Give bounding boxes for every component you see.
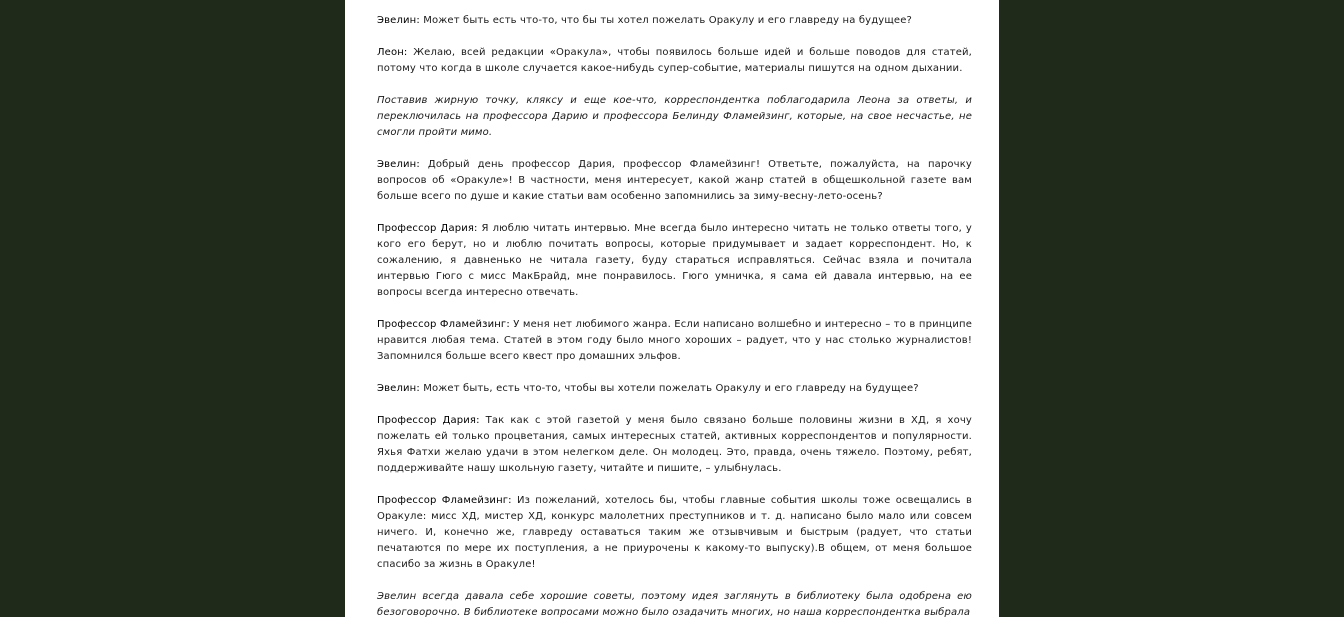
speaker-name: Эвелин: [377,159,420,170]
paragraph-text: Я люблю читать интервью. Мне всегда было интересно читать не только ответы того, у кого его берут, но и люблю почитать вопросы, которые придумывает и задает корреспондент. Но, к сожалению, я давненько не читала газету, буду стараться исправляться. Сейчас взяла и почитала интервью Гюго с мисс МакБрайд, мне понравилось. Гюго умничка, я сама ей давала интервью, на ее вопросы всегда интересно отвечать. [377,223,972,298]
speaker-name: Профессор Фламейзинг: [377,319,510,330]
speaker-name: Профессор Дария: [377,415,480,426]
paragraph-5 [377,221,972,301]
paragraph-text: Может быть есть что-то, что бы ты хотел пожелать Оракулу и его главреду на будущее? [419,15,912,26]
paragraph-10 [377,589,972,617]
paragraph-text: Из пожеланий, хотелось бы, чтобы главные события школы тоже освещались в Оракуле: мисс ХД, мистер ХД, конкурс малолетних преступников и т. д. написано было мало или совсем ничего. И, конечно же, главреду оставаться таким же отзывчивым и быстрым (радует, что статьи печатаются по мере их поступления, а не приурочены к какому-то выпуску).В общем, от меня большое спасибо за жизнь в Оракуле! [377,495,972,570]
paragraph-text: У меня нет любимого жанра. Если написано волшебно и интересно – то в принципе нравится любая тема. Статей в этом году было много хороших – радует, что у нас столько журналистов! Запомнился больше всего квест про домашних эльфов. [377,319,972,362]
paragraph-1 [377,13,972,29]
paragraph-text: Эвелин всегда давала себе хорошие советы, поэтому идея заглянуть в библиотеку была одобрена ею безоговорочно. В библиотеке вопросами можно было озадачить многих, но наша корреспондентка выбрала [377,591,972,617]
paragraph-text: Поставив жирную точку, кляксу и еще кое-что, корреспондентка поблагодарила Леона за ответы, и переключилась на профессора Дарию и профессора Белинду Фламейзинг, которые, на свое несчастье, не смогли пройти мимо. [377,95,972,138]
speaker-name: Профессор Дария: [377,223,478,234]
paragraph-2 [377,45,972,77]
paragraph-text: Добрый день профессор Дария, профессор Фламейзинг! Ответьте, пожалуйста, на парочку вопросов об «Оракуле»! В частности, меня интересует, какой жанр статей в общешкольной газете вам больше всего по душе и какие статьи вам особенно запомнились за зиму-весну-лето-осень? [377,159,972,202]
paragraph-text: Так как с этой газетой у меня было связано больше половины жизни в ХД, я хочу пожелать ей только процветания, самых интересных статей, активных корреспондентов и популярности. Яхья Фатхи желаю удачи в этом нелегком деле. Он молодец. Это, правда, очень тяжело. Поэтому, ребят, поддерживайте нашу школьную газету, читайте и пишите, – улыбнулась. [377,415,972,474]
paragraph-text: Желаю, всей редакции «Оракула», чтобы появилось больше идей и больше поводов для статей, потому что когда в школе случается какое-нибудь супер-событие, материалы пишутся на одном дыхании. [377,47,972,74]
paragraph-9 [377,493,972,573]
speaker-name: Эвелин: [377,383,420,394]
article-page [345,0,999,617]
paragraph-text: Может быть, есть что-то, чтобы вы хотели пожелать Оракулу и его главреду на будущее? [419,383,919,394]
paragraph-7 [377,381,972,397]
paragraph-4 [377,157,972,205]
paragraph-8 [377,413,972,477]
article-body [377,13,972,617]
paragraph-6 [377,317,972,365]
paragraph-3 [377,93,972,141]
speaker-name: Эвелин: [377,15,420,26]
speaker-name: Профессор Фламейзинг: [377,495,512,506]
speaker-name: Леон: [377,47,408,58]
